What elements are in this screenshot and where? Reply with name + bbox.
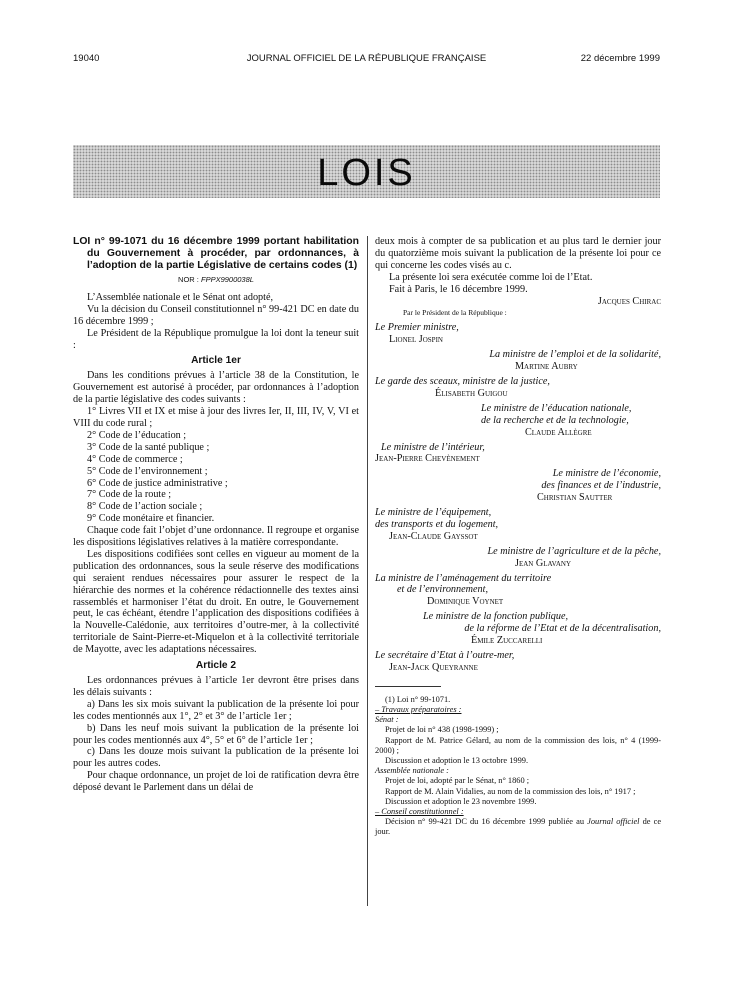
signatory-title-2: des transports et du logement, — [375, 518, 499, 530]
ratification-paragraph-end: deux mois à compter de sa publication et au plus tard le dernier jour du quatorzième mois suivant la publication de la présente loi pour ce qui concerne les codes visés au c. — [375, 236, 661, 271]
signatory — [375, 650, 661, 674]
note-line: Discussion et adoption le 13 octobre 1999. — [385, 756, 529, 766]
list-item: 3° Code de la santé publique ; — [87, 441, 210, 453]
list-item: 6° Code de justice administrative ; — [87, 477, 228, 489]
codes-list — [73, 406, 359, 525]
signatory-title: Le ministre de l’éducation nationale, — [481, 402, 632, 414]
signatory — [375, 376, 661, 400]
senat-heading: Sénat : — [375, 715, 399, 725]
list-item: 7° Code de la route ; — [87, 489, 172, 501]
signatory — [375, 573, 661, 609]
list-item: 9° Code monétaire et financier. — [87, 513, 215, 525]
signatory — [375, 611, 661, 647]
signatory — [375, 442, 661, 466]
list-item: 4° Code de commerce ; — [87, 453, 183, 465]
page-number: 19040 — [73, 53, 100, 64]
list-item: 5° Code de l’environnement ; — [87, 465, 208, 477]
signatory-title: Le ministre de la fonction publique, — [423, 611, 569, 623]
list-item: 8° Code de l’action sociale ; — [87, 501, 203, 513]
article-2-intro: Les ordonnances prévues à l’article 1er devront être prises dans les délais suivants : — [73, 675, 359, 698]
signatory-title: La ministre de l’aménagement du territoire — [375, 572, 552, 584]
section-banner — [73, 145, 660, 198]
signatory-name: Jean-Claude Gayssot — [389, 530, 478, 542]
nor-label: NOR : — [178, 275, 199, 284]
signatory-name: Élisabeth Guigou — [435, 387, 508, 399]
signatory-title: La ministre de l’emploi et de la solidarité, — [489, 349, 661, 361]
list-item: 1° Livres VII et IX et mise à jour des livres Ier, II, III, IV, V, VI et VIII du code rural ; — [73, 406, 359, 429]
signatory-title-2: de la réforme de l’Etat et de la décentralisation, — [464, 623, 661, 635]
journal-title: JOURNAL OFFICIEL DE LA RÉPUBLIQUE FRANÇAISE — [246, 53, 487, 64]
signatory-title: Le garde des sceaux, ministre de la justice, — [375, 375, 550, 387]
note-line: Projet de loi, adopté par le Sénat, n° 1860 ; — [385, 776, 530, 786]
signatory-title-2: des finances et de l’industrie, — [541, 480, 661, 492]
conseil-heading: – Conseil constitutionnel : — [375, 807, 464, 817]
column-divider — [367, 236, 368, 906]
intro-paragraph: Le Président de la République promulgue la loi dont la teneur suit : — [73, 327, 359, 351]
section-title: LOIS — [317, 152, 416, 194]
signatory-name: Claude Allègre — [525, 426, 592, 438]
signatory — [375, 468, 661, 504]
signatory — [375, 546, 661, 570]
conseil-decision-end: de ce jour. — [375, 817, 662, 837]
article-2-heading: Article 2 — [195, 660, 237, 672]
notes-separator — [375, 686, 441, 687]
travaux-heading: – Travaux préparatoires : — [375, 705, 462, 715]
intro-paragraph: L’Assemblée nationale et le Sénat ont adopté, — [87, 291, 274, 303]
conseil-decision: Décision n° 99-421 DC du 16 décembre 1999 publiée au — [385, 817, 585, 827]
signatory — [375, 403, 661, 439]
journal-reference: Journal officiel — [587, 817, 640, 827]
signatory-name: Émile Zuccarelli — [471, 635, 543, 647]
left-column — [73, 236, 359, 794]
footnote-ref: (1) Loi n° 99-1071. — [385, 694, 451, 704]
right-column — [375, 236, 661, 838]
note-line: Discussion et adoption le 23 novembre 1999. — [385, 796, 537, 806]
execution-clause: La présente loi sera exécutée comme loi de l’Etat. — [389, 271, 593, 283]
signatory-title-2: et de l’environnement, — [397, 584, 488, 596]
note-line — [375, 817, 661, 837]
page-header — [73, 53, 660, 67]
list-item: b) Dans les neuf mois suivant la publication de la présente loi pour les codes mentionnés aux 4°, 5° et 6° de l’article 1er ; — [73, 722, 359, 746]
president-name: Jacques Chirac — [597, 295, 661, 307]
signatory — [375, 349, 661, 373]
signatory-name: Martine Aubry — [515, 361, 578, 373]
note-line: Rapport de M. Patrice Gélard, au nom de la commission des lois, n° 4 (1999-2000) ; — [375, 735, 661, 755]
assemblee-heading: Assemblée nationale : — [375, 766, 449, 776]
list-item: 2° Code de l’éducation ; — [87, 429, 187, 441]
signatory-title-2: de la recherche et de la technologie, — [481, 414, 629, 426]
signatory-name: Lionel Jospin — [389, 334, 443, 346]
signatory-name: Jean-Pierre Chevènement — [375, 453, 480, 465]
signatory-title: Le secrétaire d’Etat à l’outre-mer, — [375, 650, 515, 661]
deadlines-list — [73, 699, 359, 770]
ratification-paragraph-start: Pour chaque ordonnance, un projet de loi de ratification devra être déposé devant le Parlement dans un délai de — [73, 770, 359, 794]
list-item: c) Dans les douze mois suivant la publication de la présente loi pour les autres codes. — [73, 746, 359, 770]
article-1-paragraph: Chaque code fait l’objet d’une ordonnance. Il regroupe et organise les dispositions législatives relatives à la matière correspondante. — [73, 525, 359, 549]
signatory-name: Jean-Jack Queyranne — [389, 661, 478, 673]
signatory-title: Le Premier ministre, — [375, 322, 459, 334]
note-line: Projet de loi n° 438 (1998-1999) ; — [385, 725, 499, 735]
article-1-paragraph: Les dispositions codifiées sont celles en vigueur au moment de la publication des ordonnances, sous la seule réserve des modifications qui seraient rendues nécessaires pour assurer le respect de la hiérarchie des normes et la cohérence rédactionnelle des textes ainsi rassemblés et harmoniser l’état du droit. En outre, le Gouvernement peut, le cas échéant, étendre l’application des dispositions codifiées à la Nouvelle-Calédonie, aux territoires d’outre-mer, à la collectivité territoriale de Saint-Pierre-et-Miquelon et à la collectivité territoriale de Mayotte, avec les adaptations nécessaires. — [73, 548, 359, 656]
signatory-name: Jean Glavany — [515, 557, 572, 569]
article-1-heading: Article 1er — [191, 355, 241, 367]
signatory-title: Le ministre de l’équipement, — [375, 507, 492, 519]
list-item: a) Dans les six mois suivant la publication de la présente loi pour les codes mentionnés aux 1°, 2° et 3° de l’article 1er ; — [73, 698, 359, 722]
signatory-title: Le ministre de l’agriculture et de la pêche, — [487, 545, 661, 557]
signatory — [375, 507, 661, 543]
signatory-title: Le ministre de l’intérieur, — [381, 441, 485, 453]
by-president-label: Par le Président de la République : — [403, 308, 507, 318]
signatory-title: Le ministre de l’économie, — [552, 468, 661, 480]
signatory-name: Christian Sautter — [537, 492, 613, 504]
place-and-date: Fait à Paris, le 16 décembre 1999. — [389, 283, 528, 295]
nor-reference — [73, 274, 359, 286]
signatory-name: Dominique Voynet — [427, 596, 504, 608]
issue-date: 22 décembre 1999 — [580, 53, 660, 64]
signatory — [375, 322, 661, 346]
footnotes — [375, 695, 661, 838]
note-line: Rapport de M. Alain Vidalies, au nom de la commission des lois, n° 1917 ; — [385, 786, 636, 796]
nor-value: FPPX9900038L — [200, 275, 254, 284]
law-title: LOI n° 99-1071 du 16 décembre 1999 portant habilitation du Gouvernement à procéder, par ordonnances, à l’adoption de la partie Législative de certains codes (1) — [73, 236, 359, 271]
article-1-intro: Dans les conditions prévues à l’article 38 de la Constitution, le Gouvernement est autorisé à procéder, par ordonnances à l’adoption de la partie législative des codes suivants : — [73, 370, 359, 406]
intro-paragraph: Vu la décision du Conseil constitutionnel n° 99-421 DC en date du 16 décembre 1999 ; — [73, 303, 359, 327]
